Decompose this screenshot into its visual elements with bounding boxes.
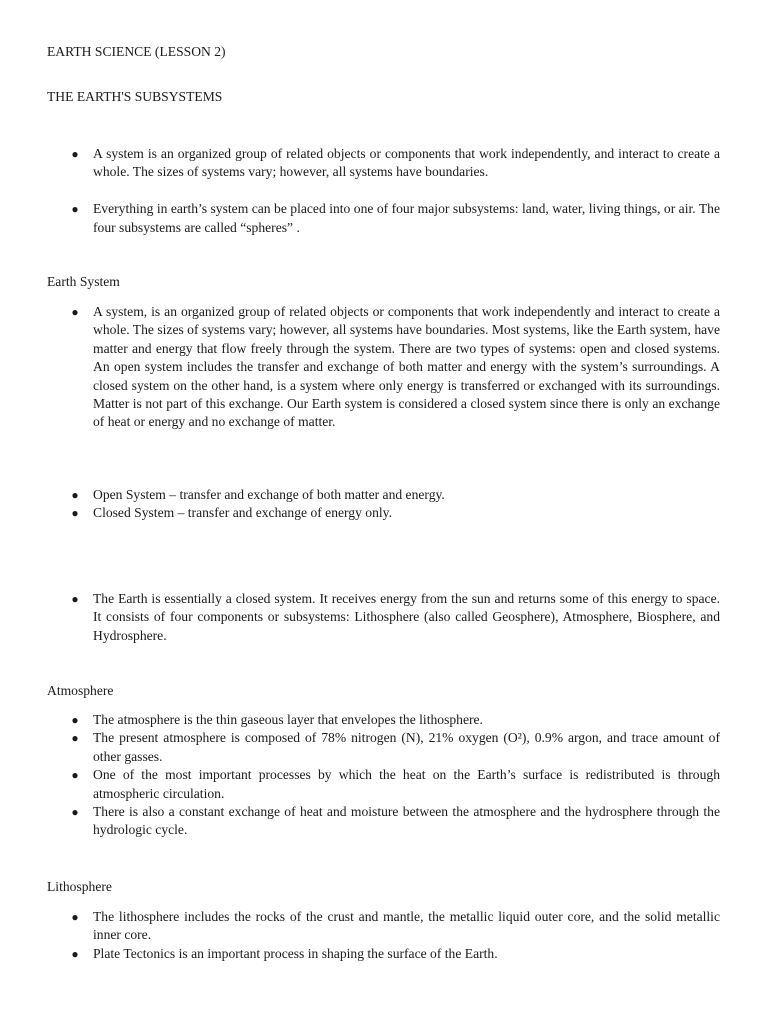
section-heading-earth-system: Earth System [47, 274, 120, 289]
page-subtitle: THE EARTH'S SUBSYSTEMS [47, 89, 223, 104]
list-item: ● There is also a constant exchange of heat and moisture between the atmosphere and the hydrosphere through the hydrologic cycle. [47, 803, 720, 840]
section-heading-atmosphere: Atmosphere [47, 683, 114, 698]
list-item: ● Plate Tectonics is an important process in shaping the surface of the Earth. [47, 945, 720, 963]
bullet-icon: ● [71, 805, 79, 820]
list-item: ● A system is an organized group of related objects or components that work independently, and interact to create a whole. The sizes of systems vary; however, all systems have boundaries. [47, 145, 720, 182]
bullet-icon: ● [71, 910, 79, 924]
bullet-icon: ● [71, 305, 79, 319]
system-types-list [47, 486, 720, 523]
bullet-icon: ● [71, 768, 79, 783]
bullet-icon: ● [71, 713, 79, 727]
bullet-icon: ● [71, 592, 79, 606]
closed-system-note-list [47, 590, 720, 645]
bullet-icon: ● [71, 731, 79, 746]
section-heading-lithosphere: Lithosphere [47, 879, 112, 894]
lesson-title: EARTH SCIENCE (LESSON 2) [47, 44, 226, 59]
bullet-icon: ● [71, 202, 79, 217]
list-item: ● The atmosphere is the thin gaseous layer that envelopes the lithosphere. [47, 711, 720, 729]
list-item: ● Open System – transfer and exchange of both matter and energy. [47, 486, 720, 504]
list-item: ● Closed System – transfer and exchange of energy only. [47, 504, 720, 522]
atmosphere-bullet-list [47, 711, 720, 840]
list-item: ● A system, is an organized group of related objects or components that work independently and interact to create a whole. The sizes of systems vary; however, all systems have boundaries. Most systems, like the Earth system, have matter and energy that flow freely through the system. There are two types of systems: open and closed systems. An open system includes the transfer and exchange of both matter and energy with the system’s surroundings. A closed system on the other hand, is a system where only energy is transferred or exchanged with its surroundings. Matter is not part of this exchange. Our Earth system is considered a closed system since there is only an exchange of heat or energy and no exchange of matter. [47, 303, 720, 432]
list-item: ● The Earth is essentially a closed system. It receives energy from the sun and returns some of this energy to space. It consists of four components or subsystems: Lithosphere (also called Geosphere), Atmosphere, Biosphere, and Hydrosphere. [47, 590, 720, 645]
intro-bullet-list [47, 145, 720, 237]
lithosphere-bullet-list [47, 908, 720, 963]
earth-system-paragraph-list [47, 303, 720, 432]
list-item: ● The lithosphere includes the rocks of the crust and mantle, the metallic liquid outer core, and the solid metallic inner core. [47, 908, 720, 945]
list-item: ● Everything in earth’s system can be placed into one of four major subsystems: land, water, living things, or air. The four subsystems are called “spheres” . [47, 200, 720, 237]
list-item: ● The present atmosphere is composed of 78% nitrogen (N), 21% oxygen (O²), 0.9% argon, and trace amount of other gasses. [47, 729, 720, 766]
bullet-icon: ● [71, 488, 79, 502]
bullet-icon: ● [71, 506, 79, 521]
list-item: ● One of the most important processes by which the heat on the Earth’s surface is redistributed is through atmospheric circulation. [47, 766, 720, 803]
bullet-icon: ● [71, 147, 79, 161]
bullet-icon: ● [71, 946, 79, 961]
